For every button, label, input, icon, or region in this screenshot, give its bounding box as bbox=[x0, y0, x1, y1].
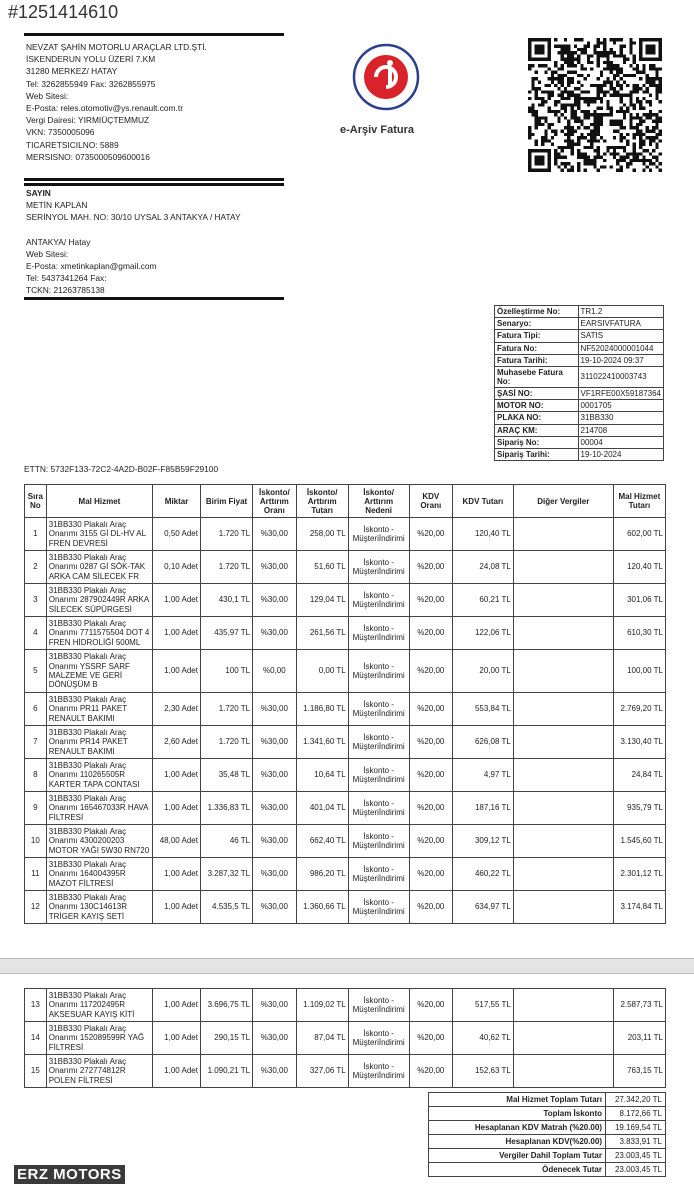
info-row bbox=[495, 330, 664, 342]
cell-vat_rate: %20,00 bbox=[409, 650, 452, 693]
buyer-title: SAYIN bbox=[26, 188, 51, 198]
table-row bbox=[25, 650, 666, 693]
info-value: 19-10-2024 09:37 bbox=[578, 354, 664, 366]
cell-qty: 0,50 Adet bbox=[153, 518, 201, 551]
cell-rate: %0,00 bbox=[253, 650, 296, 693]
info-value: 214708 bbox=[578, 424, 664, 436]
cell-rate: %30,00 bbox=[253, 1055, 296, 1088]
divider bbox=[24, 33, 284, 36]
cell-other bbox=[513, 989, 613, 1022]
cell-rate: %30,00 bbox=[253, 858, 296, 891]
cell-vat_rate: %20,00 bbox=[409, 584, 452, 617]
column-header: Mal Hizmet Tutarı bbox=[613, 485, 665, 518]
cell-other bbox=[513, 650, 613, 693]
info-value: 31BB330 bbox=[578, 412, 664, 424]
info-value: TR1.2 bbox=[578, 306, 664, 318]
cell-total: 100,00 TL bbox=[613, 650, 665, 693]
cell-reason: İskonto - Müşteriİndirimi bbox=[348, 891, 409, 924]
cell-rate: %30,00 bbox=[253, 693, 296, 726]
items-table-continued bbox=[24, 988, 666, 1088]
cell-reason: İskonto - Müşteriİndirimi bbox=[348, 693, 409, 726]
cell-vat_rate: %20,00 bbox=[409, 551, 452, 584]
cell-vat_rate: %20,00 bbox=[409, 1022, 452, 1055]
totals-value: 23.003,45 TL bbox=[606, 1149, 666, 1163]
cell-name: 31BB330 Plakalı Araç Onarımı 7711575504 DOT 4 FREN HİDROLİĞİ 500ML bbox=[46, 617, 152, 650]
totals-row bbox=[429, 1107, 666, 1121]
cell-name: 31BB330 Plakalı Araç Onarımı 152089599R YAĞ FİLTRESİ bbox=[46, 1022, 152, 1055]
reference-number: #1251414610 bbox=[8, 2, 119, 22]
cell-no: 15 bbox=[25, 1055, 47, 1088]
table-row bbox=[25, 759, 666, 792]
cell-rate: %30,00 bbox=[253, 584, 296, 617]
info-key: Fatura No: bbox=[495, 342, 579, 354]
table-row bbox=[25, 1022, 666, 1055]
cell-vat: 120,40 TL bbox=[453, 518, 514, 551]
cell-rate: %30,00 bbox=[253, 891, 296, 924]
buyer-line: Tel: 5437341264 Fax: bbox=[26, 273, 107, 284]
cell-disc: 327,06 TL bbox=[296, 1055, 348, 1088]
totals-row bbox=[429, 1163, 666, 1177]
cell-no: 5 bbox=[25, 650, 47, 693]
info-key: MOTOR NO: bbox=[495, 400, 579, 412]
seller-line: NEVZAT ŞAHİN MOTORLU ARAÇLAR LTD.ŞTİ. bbox=[26, 42, 207, 52]
info-key: Sipariş No: bbox=[495, 436, 579, 448]
totals-key: Hesaplanan KDV(%20.00) bbox=[429, 1135, 606, 1149]
cell-vat: 4,97 TL bbox=[453, 759, 514, 792]
info-key: Sipariş Tarihi: bbox=[495, 448, 579, 460]
cell-price: 1.720 TL bbox=[200, 693, 252, 726]
info-value: SATIS bbox=[578, 330, 664, 342]
seller-line: MERSISNO: 0735000509600016 bbox=[26, 151, 150, 162]
cell-total: 203,11 TL bbox=[613, 1022, 665, 1055]
cell-name: 31BB330 Plakalı Araç Onarımı YSSRF SARF MALZEME VE GERİ DÖNÜŞÜM B bbox=[46, 650, 152, 693]
info-row bbox=[495, 400, 664, 412]
cell-reason: İskonto - Müşteriİndirimi bbox=[348, 792, 409, 825]
cell-rate: %30,00 bbox=[253, 617, 296, 650]
page-break bbox=[0, 958, 694, 974]
totals-key: Hesaplanan KDV Matrah (%20.00) bbox=[429, 1121, 606, 1135]
document-type: e-Arşiv Fatura bbox=[340, 124, 414, 136]
totals-value: 27.342,20 TL bbox=[606, 1093, 666, 1107]
cell-qty: 1,00 Adet bbox=[153, 617, 201, 650]
cell-vat: 626,08 TL bbox=[453, 726, 514, 759]
table-row bbox=[25, 518, 666, 551]
seller-line: E-Posta: reles.otomotiv@ys.renault.com.tr bbox=[26, 103, 183, 114]
cell-qty: 1,00 Adet bbox=[153, 759, 201, 792]
cell-price: 1.336,83 TL bbox=[200, 792, 252, 825]
cell-other bbox=[513, 1022, 613, 1055]
cell-no: 2 bbox=[25, 551, 47, 584]
cell-no: 9 bbox=[25, 792, 47, 825]
cell-reason: İskonto - Müşteriİndirimi bbox=[348, 1055, 409, 1088]
cell-reason: İskonto - Müşteriİndirimi bbox=[348, 584, 409, 617]
table-row bbox=[25, 693, 666, 726]
cell-vat_rate: %20,00 bbox=[409, 1055, 452, 1088]
cell-price: 46 TL bbox=[200, 825, 252, 858]
buyer-line: E-Posta: xmetinkaplan@gmail.com bbox=[26, 261, 157, 272]
info-row bbox=[495, 412, 664, 424]
cell-no: 11 bbox=[25, 858, 47, 891]
cell-vat_rate: %20,00 bbox=[409, 858, 452, 891]
info-key: ŞASİ NO: bbox=[495, 387, 579, 399]
cell-reason: İskonto - Müşteriİndirimi bbox=[348, 759, 409, 792]
seller-line: İSKENDERUN YOLU ÜZERİ 7.KM bbox=[26, 54, 156, 65]
seller-line: Vergi Dairesi: YIRMIÜÇTEMMUZ bbox=[26, 115, 150, 126]
info-row bbox=[495, 306, 664, 318]
cell-disc: 129,04 TL bbox=[296, 584, 348, 617]
totals-value: 23.003,45 TL bbox=[606, 1163, 666, 1177]
seller-block bbox=[26, 41, 207, 163]
cell-no: 4 bbox=[25, 617, 47, 650]
cell-price: 435,97 TL bbox=[200, 617, 252, 650]
cell-disc: 87,04 TL bbox=[296, 1022, 348, 1055]
cell-disc: 401,04 TL bbox=[296, 792, 348, 825]
cell-other bbox=[513, 891, 613, 924]
seller-line: Tel: 3262855949 Fax: 3262855975 bbox=[26, 78, 156, 89]
cell-disc: 986,20 TL bbox=[296, 858, 348, 891]
cell-disc: 261,56 TL bbox=[296, 617, 348, 650]
column-header: Miktar bbox=[153, 485, 201, 518]
cell-total: 301,06 TL bbox=[613, 584, 665, 617]
cell-vat: 40,62 TL bbox=[453, 1022, 514, 1055]
cell-vat_rate: %20,00 bbox=[409, 693, 452, 726]
cell-no: 3 bbox=[25, 584, 47, 617]
buyer-line bbox=[26, 224, 241, 236]
info-value: 00004 bbox=[578, 436, 664, 448]
cell-disc: 1.360,66 TL bbox=[296, 891, 348, 924]
cell-total: 2.301,12 TL bbox=[613, 858, 665, 891]
cell-name: 31BB330 Plakalı Araç Onarımı 287902449R ARKA SİLECEK SÜPÜRGESİ bbox=[46, 584, 152, 617]
seller-line: 31280 MERKEZ/ HATAY bbox=[26, 66, 118, 77]
buyer-line: ANTAKYA/ Hatay bbox=[26, 236, 91, 247]
info-value: 19-10-2024 bbox=[578, 448, 664, 460]
cell-other bbox=[513, 693, 613, 726]
info-key: ARAÇ KM: bbox=[495, 424, 579, 436]
info-row bbox=[495, 342, 664, 354]
cell-reason: İskonto - Müşteriİndirimi bbox=[348, 989, 409, 1022]
cell-vat: 553,84 TL bbox=[453, 693, 514, 726]
cell-no: 14 bbox=[25, 1022, 47, 1055]
cell-rate: %30,00 bbox=[253, 792, 296, 825]
column-header: Mal Hizmet bbox=[46, 485, 152, 518]
info-row bbox=[495, 387, 664, 399]
table-row bbox=[25, 858, 666, 891]
cell-qty: 1,00 Adet bbox=[153, 1022, 201, 1055]
cell-disc: 1.109,02 TL bbox=[296, 989, 348, 1022]
cell-name: 31BB330 Plakalı Araç Onarımı 272774812R POLEN FİLTRESİ bbox=[46, 1055, 152, 1088]
cell-reason: İskonto - Müşteriİndirimi bbox=[348, 1022, 409, 1055]
cell-no: 10 bbox=[25, 825, 47, 858]
cell-vat: 20,00 TL bbox=[453, 650, 514, 693]
cell-rate: %30,00 bbox=[253, 518, 296, 551]
cell-name: 31BB330 Plakalı Araç Onarımı PR11 PAKET RENAULT BAKIMI bbox=[46, 693, 152, 726]
cell-price: 3.287,32 TL bbox=[200, 858, 252, 891]
totals-table bbox=[428, 1092, 666, 1177]
cell-name: 31BB330 Plakalı Araç Onarımı 3155 Gİ DL-HV AL FREN DEVRESİ bbox=[46, 518, 152, 551]
cell-no: 8 bbox=[25, 759, 47, 792]
column-header: KDV Oranı bbox=[409, 485, 452, 518]
buyer-block bbox=[26, 187, 241, 297]
divider bbox=[24, 297, 284, 300]
divider bbox=[24, 183, 284, 186]
cell-other bbox=[513, 792, 613, 825]
cell-vat_rate: %20,00 bbox=[409, 518, 452, 551]
table-row bbox=[25, 989, 666, 1022]
cell-qty: 0,10 Adet bbox=[153, 551, 201, 584]
cell-vat: 152,63 TL bbox=[453, 1055, 514, 1088]
cell-vat: 517,55 TL bbox=[453, 989, 514, 1022]
cell-disc: 662,40 TL bbox=[296, 825, 348, 858]
table-row bbox=[25, 825, 666, 858]
column-header: Diğer Vergiler bbox=[513, 485, 613, 518]
qr-code bbox=[528, 38, 662, 172]
totals-row bbox=[429, 1093, 666, 1107]
cell-vat_rate: %20,00 bbox=[409, 759, 452, 792]
cell-price: 290,15 TL bbox=[200, 1022, 252, 1055]
cell-vat: 634,97 TL bbox=[453, 891, 514, 924]
cell-vat: 24,08 TL bbox=[453, 551, 514, 584]
cell-other bbox=[513, 584, 613, 617]
info-row bbox=[495, 436, 664, 448]
totals-value: 3.833,91 TL bbox=[606, 1135, 666, 1149]
cell-price: 35,48 TL bbox=[200, 759, 252, 792]
buyer-line: TCKN: 21263785138 bbox=[26, 285, 105, 296]
cell-name: 31BB330 Plakalı Araç Onarımı 165467033R HAVA FİLTRESİ bbox=[46, 792, 152, 825]
cell-price: 1.720 TL bbox=[200, 726, 252, 759]
cell-qty: 1,00 Adet bbox=[153, 891, 201, 924]
cell-price: 100 TL bbox=[200, 650, 252, 693]
cell-other bbox=[513, 518, 613, 551]
cell-vat_rate: %20,00 bbox=[409, 989, 452, 1022]
cell-price: 1.090,21 TL bbox=[200, 1055, 252, 1088]
cell-other bbox=[513, 759, 613, 792]
cell-qty: 1,00 Adet bbox=[153, 584, 201, 617]
cell-vat_rate: %20,00 bbox=[409, 825, 452, 858]
cell-total: 2.769,20 TL bbox=[613, 693, 665, 726]
cell-qty: 1,00 Adet bbox=[153, 1055, 201, 1088]
info-value: 311022410003743 bbox=[578, 366, 664, 387]
seller-line: Web Sitesi: bbox=[26, 90, 69, 101]
totals-row bbox=[429, 1149, 666, 1163]
column-header: KDV Tutarı bbox=[453, 485, 514, 518]
info-value: 0001705 bbox=[578, 400, 664, 412]
cell-other bbox=[513, 825, 613, 858]
cell-rate: %30,00 bbox=[253, 551, 296, 584]
cell-price: 1.720 TL bbox=[200, 551, 252, 584]
cell-other bbox=[513, 726, 613, 759]
cell-total: 935,79 TL bbox=[613, 792, 665, 825]
cell-disc: 1.341,60 TL bbox=[296, 726, 348, 759]
cell-name: 31BB330 Plakalı Araç Onarımı 0287 Gİ SÖK-TAK ARKA CAM SİLECEK FR bbox=[46, 551, 152, 584]
cell-no: 13 bbox=[25, 989, 47, 1022]
cell-disc: 51,60 TL bbox=[296, 551, 348, 584]
totals-value: 8.172,66 TL bbox=[606, 1107, 666, 1121]
cell-reason: İskonto - Müşteriİndirimi bbox=[348, 650, 409, 693]
buyer-line: SERİNYOL MAH. NO: 30/10 UYSAL 3 ANTAKYA / HATAY bbox=[26, 212, 241, 223]
watermark: ERZ MOTORS bbox=[14, 1165, 125, 1184]
table-row bbox=[25, 1055, 666, 1088]
info-value: NF52024000001044 bbox=[578, 342, 664, 354]
totals-row bbox=[429, 1135, 666, 1149]
cell-vat: 460,22 TL bbox=[453, 858, 514, 891]
info-value: EARSIVFATURA bbox=[578, 318, 664, 330]
cell-name: 31BB330 Plakalı Araç Onarımı 4300200203 MOTOR YAĞI 5W30 RN720 bbox=[46, 825, 152, 858]
cell-disc: 258,00 TL bbox=[296, 518, 348, 551]
info-key: PLAKA NO: bbox=[495, 412, 579, 424]
totals-key: Vergiler Dahil Toplam Tutar bbox=[429, 1149, 606, 1163]
info-key: Fatura Tipi: bbox=[495, 330, 579, 342]
cell-reason: İskonto - Müşteriİndirimi bbox=[348, 518, 409, 551]
cell-other bbox=[513, 858, 613, 891]
info-value: VF1RFE00X59187364 bbox=[578, 387, 664, 399]
cell-vat_rate: %20,00 bbox=[409, 726, 452, 759]
cell-rate: %30,00 bbox=[253, 759, 296, 792]
cell-qty: 2,60 Adet bbox=[153, 726, 201, 759]
column-header: İskonto/ Arttırım Tutarı bbox=[296, 485, 348, 518]
items-table bbox=[24, 484, 666, 924]
cell-price: 3.696,75 TL bbox=[200, 989, 252, 1022]
totals-key: Mal Hizmet Toplam Tutarı bbox=[429, 1093, 606, 1107]
cell-vat_rate: %20,00 bbox=[409, 792, 452, 825]
header-row bbox=[25, 485, 666, 518]
cell-price: 430,1 TL bbox=[200, 584, 252, 617]
table-row bbox=[25, 726, 666, 759]
cell-qty: 1,00 Adet bbox=[153, 650, 201, 693]
info-row bbox=[495, 318, 664, 330]
ettn: ETTN: 5732F133-72C2-4A2D-B02F-F85B59F29100 bbox=[24, 464, 219, 474]
cell-qty: 1,00 Adet bbox=[153, 858, 201, 891]
cell-other bbox=[513, 551, 613, 584]
cell-total: 1.545,60 TL bbox=[613, 825, 665, 858]
cell-no: 12 bbox=[25, 891, 47, 924]
cell-total: 3.174,84 TL bbox=[613, 891, 665, 924]
table-row bbox=[25, 792, 666, 825]
cell-reason: İskonto - Müşteriİndirimi bbox=[348, 551, 409, 584]
divider bbox=[24, 178, 284, 181]
cell-vat_rate: %20,00 bbox=[409, 891, 452, 924]
cell-total: 120,40 TL bbox=[613, 551, 665, 584]
cell-vat: 187,16 TL bbox=[453, 792, 514, 825]
cell-rate: %30,00 bbox=[253, 989, 296, 1022]
buyer-line: Web Sitesi: bbox=[26, 248, 69, 259]
cell-total: 763,15 TL bbox=[613, 1055, 665, 1088]
info-key: Muhasebe Fatura No: bbox=[495, 366, 579, 387]
cell-total: 2.587,73 TL bbox=[613, 989, 665, 1022]
column-header: Sıra No bbox=[25, 485, 47, 518]
cell-name: 31BB330 Plakalı Araç Onarımı 164004395R MAZOT FİLTRESİ bbox=[46, 858, 152, 891]
totals-row bbox=[429, 1121, 666, 1135]
totals-key: Toplam İskonto bbox=[429, 1107, 606, 1121]
cell-price: 4.535,5 TL bbox=[200, 891, 252, 924]
cell-qty: 2,30 Adet bbox=[153, 693, 201, 726]
table-row bbox=[25, 617, 666, 650]
cell-other bbox=[513, 1055, 613, 1088]
info-row bbox=[495, 354, 664, 366]
seller-line: TICARETSICILNO: 5889 bbox=[26, 139, 119, 150]
cell-qty: 48,00 Adet bbox=[153, 825, 201, 858]
cell-vat_rate: %20,00 bbox=[409, 617, 452, 650]
seller-line: VKN: 7350005096 bbox=[26, 127, 95, 138]
cell-name: 31BB330 Plakalı Araç Onarımı 110265505R KARTER TAPA CONTASI bbox=[46, 759, 152, 792]
cell-total: 610,30 TL bbox=[613, 617, 665, 650]
invoice-info-table bbox=[494, 305, 664, 461]
column-header: İskonto/ Arttırım Nedeni bbox=[348, 485, 409, 518]
cell-reason: İskonto - Müşteriİndirimi bbox=[348, 726, 409, 759]
cell-vat: 122,06 TL bbox=[453, 617, 514, 650]
table-row bbox=[25, 584, 666, 617]
cell-total: 602,00 TL bbox=[613, 518, 665, 551]
info-key: Senaryo: bbox=[495, 318, 579, 330]
cell-total: 24,84 TL bbox=[613, 759, 665, 792]
table-row bbox=[25, 551, 666, 584]
cell-total: 3.130,40 TL bbox=[613, 726, 665, 759]
info-row bbox=[495, 448, 664, 460]
cell-reason: İskonto - Müşteriİndirimi bbox=[348, 617, 409, 650]
cell-disc: 10,64 TL bbox=[296, 759, 348, 792]
info-row bbox=[495, 424, 664, 436]
totals-key: Ödenecek Tutar bbox=[429, 1163, 606, 1177]
cell-reason: İskonto - Müşteriİndirimi bbox=[348, 858, 409, 891]
cell-rate: %30,00 bbox=[253, 825, 296, 858]
info-key: Özelleştirme No: bbox=[495, 306, 579, 318]
cell-rate: %30,00 bbox=[253, 726, 296, 759]
cell-name: 31BB330 Plakalı Araç Onarımı 130C14613R TRİGER KAYIŞ SETİ bbox=[46, 891, 152, 924]
cell-reason: İskonto - Müşteriİndirimi bbox=[348, 825, 409, 858]
cell-no: 7 bbox=[25, 726, 47, 759]
column-header: İskonto/ Arttırım Oranı bbox=[253, 485, 296, 518]
cell-price: 1.720 TL bbox=[200, 518, 252, 551]
cell-name: 31BB330 Plakalı Araç Onarımı PR14 PAKET RENAULT BAKIMI bbox=[46, 726, 152, 759]
cell-qty: 1,00 Adet bbox=[153, 989, 201, 1022]
cell-other bbox=[513, 617, 613, 650]
cell-disc: 1.186,80 TL bbox=[296, 693, 348, 726]
buyer-line: METİN KAPLAN bbox=[26, 200, 88, 211]
cell-vat: 60,21 TL bbox=[453, 584, 514, 617]
cell-name: 31BB330 Plakalı Araç Onarımı 117202495R AKSESUAR KAYIŞ KİTİ bbox=[46, 989, 152, 1022]
info-key: Fatura Tarihi: bbox=[495, 354, 579, 366]
cell-qty: 1,00 Adet bbox=[153, 792, 201, 825]
cell-rate: %30,00 bbox=[253, 1022, 296, 1055]
info-row bbox=[495, 366, 664, 387]
totals-value: 19.169,54 TL bbox=[606, 1121, 666, 1135]
cell-no: 1 bbox=[25, 518, 47, 551]
table-row bbox=[25, 891, 666, 924]
cell-no: 6 bbox=[25, 693, 47, 726]
gib-logo bbox=[352, 38, 420, 116]
cell-disc: 0,00 TL bbox=[296, 650, 348, 693]
cell-vat: 309,12 TL bbox=[453, 825, 514, 858]
column-header: Birim Fiyat bbox=[200, 485, 252, 518]
